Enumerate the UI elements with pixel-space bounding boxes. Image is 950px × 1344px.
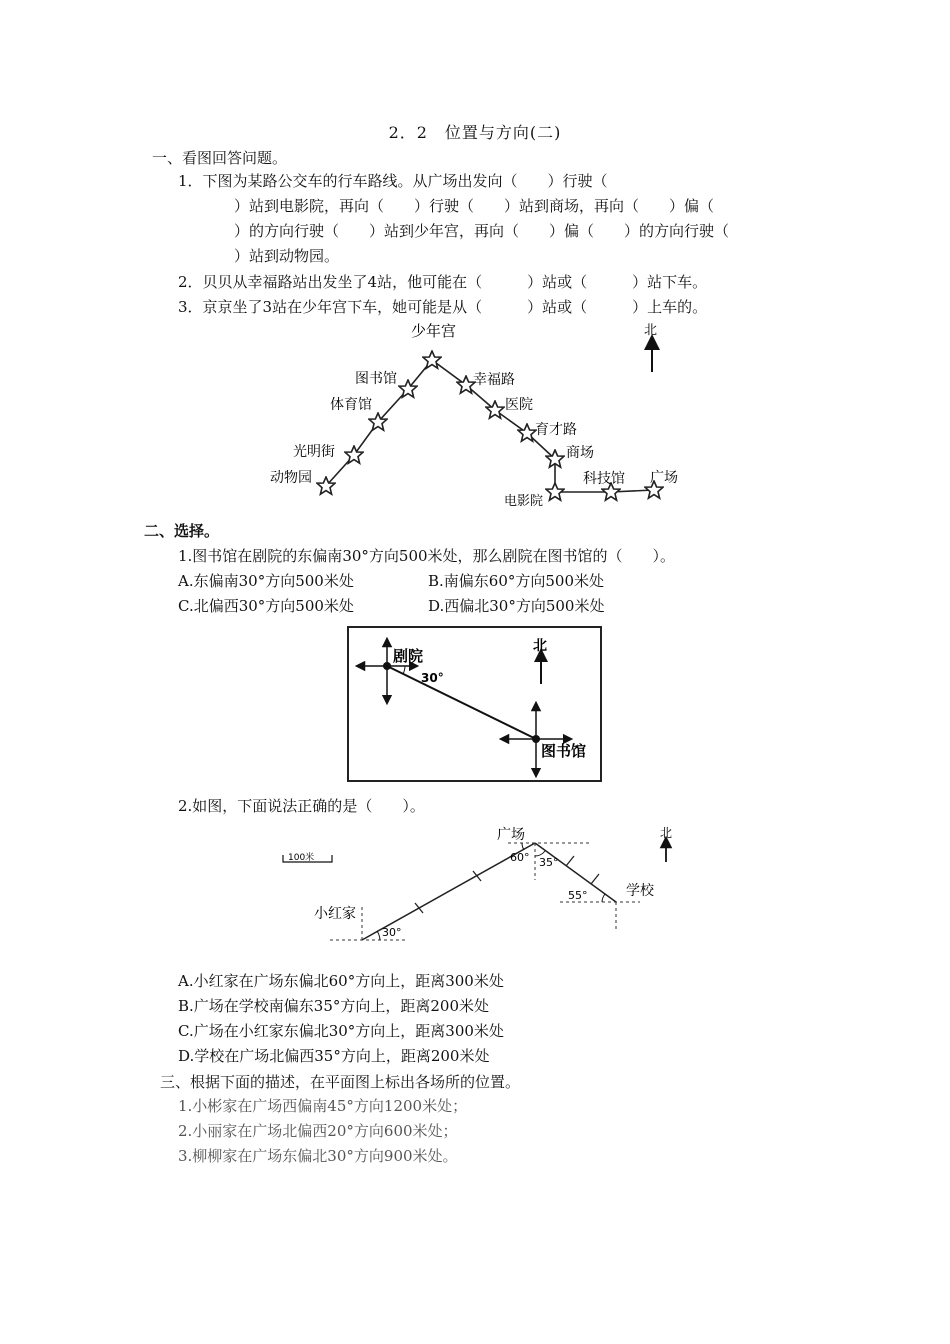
s2-q1-stem: 1.图书馆在剧院的东偏南30°方向500米处，那么剧院在图书馆的（ ）。 <box>178 547 676 565</box>
fig3-square-label: 广场 <box>497 827 525 843</box>
fig3-angle-school: 55° <box>568 889 588 902</box>
s1-q1-line3: ）的方向行驶（ ）站到少年宫，再向（ ）偏（ ）的方向行驶（ <box>234 222 730 240</box>
section1-heading: 一、看图回答问题。 <box>152 149 288 167</box>
s3-item-2: 2.小丽家在广场北偏西20°方向600米处； <box>178 1122 458 1140</box>
label-dongwuyuan: 动物园 <box>270 470 312 486</box>
s2-q1-optB: B.南偏东60°方向500米处 <box>428 572 605 590</box>
s2-q2-stem: 2.如图，下面说法正确的是（ ）。 <box>178 797 425 815</box>
label-dianyingyuan: 电影院 <box>504 494 544 509</box>
fig3-angle-square-right: 35° <box>539 856 559 869</box>
s2-q2-optA: A.小红家在广场东偏北60°方向上，距离300米处 <box>178 972 504 990</box>
s1-q1-line4: ）站到动物园。 <box>234 247 340 265</box>
fig2-library-label: 图书馆 <box>541 742 587 760</box>
s1-q3: 3．京京坐了3站在少年宫下车，她可能是从（ ）站或（ ）上车的。 <box>178 298 708 316</box>
fig3-angle-square-left: 60° <box>510 851 530 864</box>
map1-north-label: 北 <box>644 323 658 338</box>
fig2-north-label: 北 <box>533 638 547 654</box>
label-xingfulu: 幸福路 <box>473 372 515 388</box>
label-tiyuguan: 体育馆 <box>330 397 372 413</box>
label-shangchang: 商场 <box>566 445 594 461</box>
label-guangmingjie: 光明街 <box>293 444 335 460</box>
page-title: 2．2 位置与方向(二) <box>388 123 562 142</box>
fig3-north-label: 北 <box>660 826 673 840</box>
fig3-school-label: 学校 <box>626 883 654 899</box>
s1-q1-line1: 1．下图为某路公交车的行车路线。从广场出发向（ ）行驶（ <box>178 172 608 190</box>
label-tushuguan: 图书馆 <box>355 371 397 387</box>
s3-item-3: 3.柳柳家在广场东偏北30°方向900米处。 <box>178 1147 458 1165</box>
label-kejiguan: 科技馆 <box>583 471 625 487</box>
s2-q2-optC: C.广场在小红家东偏北30°方向上，距离300米处 <box>178 1022 504 1040</box>
s2-q2-optD: D.学校在广场北偏西35°方向上，距离200米处 <box>178 1047 490 1065</box>
s2-q1-optC: C.北偏西30°方向500米处 <box>178 597 354 615</box>
label-yiyuan: 医院 <box>505 397 533 413</box>
label-guangchang: 广场 <box>650 470 678 486</box>
fig3-angle-home: 30° <box>382 926 402 939</box>
scale-label: 100米 <box>288 853 315 863</box>
s2-q1-optD: D.西偏北30°方向500米处 <box>428 597 605 615</box>
section2-heading: 二、选择。 <box>144 522 220 540</box>
section3-heading: 三、根据下面的描述，在平面图上标出各场所的位置。 <box>160 1073 521 1091</box>
label-shaoniangong: 少年宫 <box>411 322 457 340</box>
s1-q1-line2: ）站到电影院，再向（ ）行驶（ ）站到商场，再向（ ）偏（ <box>234 197 715 215</box>
fig3-home-label: 小红家 <box>314 906 356 922</box>
s1-q2: 2．贝贝从幸福路站出发坐了4站，他可能在（ ）站或（ ）站下车。 <box>178 273 708 291</box>
fig2-theater-label: 剧院 <box>393 647 424 665</box>
s2-q2-optB: B.广场在学校南偏东35°方向上，距离200米处 <box>178 997 490 1015</box>
s2-q1-optA: A.东偏南30°方向500米处 <box>178 572 354 590</box>
label-yucailu: 育才路 <box>535 422 577 438</box>
fig2-angle-label: 30° <box>421 671 444 685</box>
s3-item-1: 1.小彬家在广场西偏南45°方向1200米处； <box>178 1097 468 1115</box>
